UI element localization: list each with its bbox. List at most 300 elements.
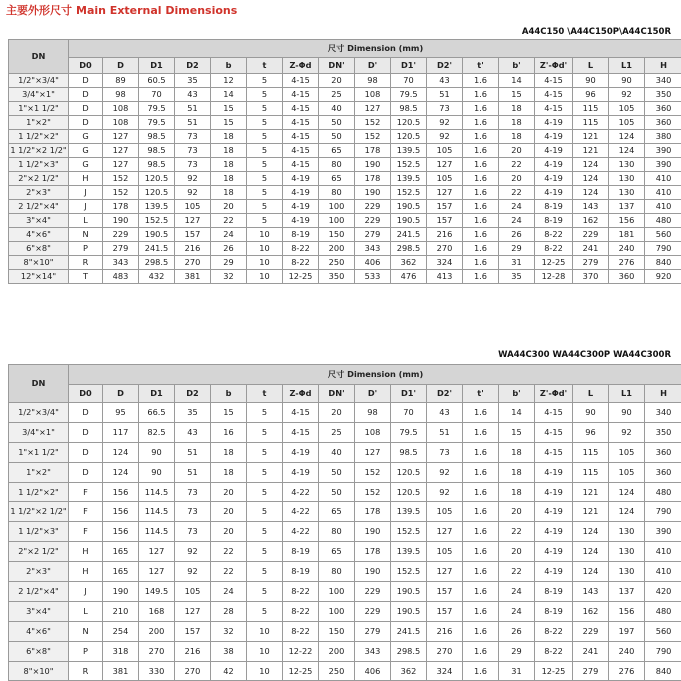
table-cell: 480 <box>645 482 681 502</box>
table-cell: 22 <box>499 186 535 200</box>
table-cell: 120.5 <box>391 130 427 144</box>
table-cell: 79.5 <box>391 88 427 102</box>
table-cell: 73 <box>427 442 463 462</box>
table-cell: 90 <box>573 403 609 423</box>
table-cell: 70 <box>139 88 175 102</box>
table-cell: 156 <box>609 214 645 228</box>
table-cell: D <box>69 403 103 423</box>
dn-cell: 1 1/2"×2" <box>9 482 69 502</box>
table-cell: 92 <box>609 422 645 442</box>
table-cell: 100 <box>319 582 355 602</box>
table-cell: 38 <box>211 641 247 661</box>
table-cell: 381 <box>175 270 211 284</box>
table-cell: 79.5 <box>139 102 175 116</box>
dn-cell: 1 1/2"×2" <box>9 130 69 144</box>
table-cell: J <box>69 186 103 200</box>
table-cell: 152 <box>355 462 391 482</box>
table-cell: 410 <box>645 172 681 186</box>
table-cell: 127 <box>175 601 211 621</box>
table-cell: 410 <box>645 542 681 562</box>
table-cell: 4-15 <box>535 102 573 116</box>
table-cell: 43 <box>175 422 211 442</box>
table-row <box>9 601 681 621</box>
table-cell: 120.5 <box>139 186 175 200</box>
table-cell: 15 <box>211 102 247 116</box>
table-cell: 340 <box>645 403 681 423</box>
table-cell: 105 <box>427 502 463 522</box>
table-cell: 24 <box>499 214 535 228</box>
table-cell: 14 <box>499 403 535 423</box>
column-header: D1' <box>391 385 427 403</box>
table-cell: 241.5 <box>139 242 175 256</box>
table-cell: 4-22 <box>283 522 319 542</box>
table-cell: H <box>69 542 103 562</box>
dn-cell: 3/4"×1" <box>9 422 69 442</box>
page-title-cn: 主要外形尺寸 <box>6 4 72 17</box>
dn-cell: 6"×8" <box>9 242 69 256</box>
table-cell: 4-19 <box>535 562 573 582</box>
table-cell: 157 <box>175 228 211 242</box>
table-cell: 178 <box>355 542 391 562</box>
table-cell: 190 <box>355 562 391 582</box>
table-cell: 350 <box>645 88 681 102</box>
table-cell: 4-15 <box>283 102 319 116</box>
table-cell: 162 <box>573 601 609 621</box>
table-row <box>9 422 681 442</box>
table-cell: 5 <box>247 130 283 144</box>
dn-cell: 1 1/2"×3" <box>9 522 69 542</box>
table-cell: 100 <box>319 200 355 214</box>
table-cell: 127 <box>355 442 391 462</box>
column-header: b <box>211 58 247 74</box>
dn-cell: 12"×14" <box>9 270 69 284</box>
table-cell: 920 <box>645 270 681 284</box>
table-cell: 92 <box>427 462 463 482</box>
table-row <box>9 130 681 144</box>
table-cell: 120.5 <box>391 462 427 482</box>
table-cell: 26 <box>499 621 535 641</box>
table-cell: 31 <box>499 256 535 270</box>
table-cell: F <box>69 502 103 522</box>
table-cell: 20 <box>211 502 247 522</box>
table-cell: 24 <box>211 228 247 242</box>
dn-cell: 2"×2 1/2" <box>9 542 69 562</box>
table-cell: 137 <box>609 582 645 602</box>
table-cell: 31 <box>499 661 535 681</box>
table-cell: 4-19 <box>535 482 573 502</box>
table-cell: 73 <box>427 102 463 116</box>
table-cell: 229 <box>573 228 609 242</box>
table-cell: 152 <box>103 172 139 186</box>
table-cell: 90 <box>139 462 175 482</box>
table-cell: 210 <box>103 601 139 621</box>
column-header: L <box>573 58 609 74</box>
table-cell: 24 <box>211 582 247 602</box>
table-cell: 124 <box>573 562 609 582</box>
table-cell: 29 <box>499 242 535 256</box>
table-cell: 229 <box>103 228 139 242</box>
table-cell: 18 <box>499 442 535 462</box>
table-cell: 82.5 <box>139 422 175 442</box>
table-cell: 92 <box>427 116 463 130</box>
table-cell: 10 <box>247 641 283 661</box>
table-cell: 121 <box>573 130 609 144</box>
table-cell: 190.5 <box>391 200 427 214</box>
table-cell: 108 <box>103 116 139 130</box>
table-cell: 1.6 <box>463 88 499 102</box>
table-cell: 73 <box>175 130 211 144</box>
table-cell: 200 <box>319 641 355 661</box>
table-cell: N <box>69 228 103 242</box>
dn-cell: 1"×2" <box>9 116 69 130</box>
table-cell: 127 <box>139 542 175 562</box>
table-cell: 124 <box>573 158 609 172</box>
table-cell: 4-19 <box>283 462 319 482</box>
table-cell: 98 <box>103 88 139 102</box>
table-cell: 298.5 <box>139 256 175 270</box>
table-cell: 8-19 <box>283 542 319 562</box>
table-cell: 5 <box>247 144 283 158</box>
table-cell: 8-22 <box>283 242 319 256</box>
table-cell: 162 <box>573 214 609 228</box>
column-header: Z'-Φd' <box>535 385 573 403</box>
table-cell: 5 <box>247 74 283 88</box>
table-cell: 32 <box>211 621 247 641</box>
table-cell: 1.6 <box>463 661 499 681</box>
table-cell: 480 <box>645 601 681 621</box>
column-header: t' <box>463 58 499 74</box>
table-cell: 360 <box>645 102 681 116</box>
table-cell: G <box>69 130 103 144</box>
table-cell: 156 <box>103 482 139 502</box>
table-cell: 124 <box>573 542 609 562</box>
table-row <box>9 661 681 681</box>
table-cell: 190 <box>355 522 391 542</box>
table-cell: 24 <box>499 200 535 214</box>
table-cell: 105 <box>175 200 211 214</box>
table-cell: 10 <box>247 621 283 641</box>
table-cell: 105 <box>427 144 463 158</box>
table-cell: 840 <box>645 256 681 270</box>
table-cell: 5 <box>247 116 283 130</box>
table-cell: 50 <box>319 482 355 502</box>
table-cell: 4-19 <box>535 130 573 144</box>
table-cell: 5 <box>247 102 283 116</box>
table-cell: 279 <box>573 256 609 270</box>
table-cell: 139.5 <box>391 144 427 158</box>
table-cell: 4-15 <box>283 422 319 442</box>
column-header: Z'-Φd' <box>535 58 573 74</box>
table-cell: 406 <box>355 256 391 270</box>
page-title <box>6 2 237 18</box>
table-cell: 51 <box>175 442 211 462</box>
table-cell: 254 <box>103 621 139 641</box>
table-cell: 350 <box>319 270 355 284</box>
column-header: DN' <box>319 385 355 403</box>
table-cell: 1.6 <box>463 502 499 522</box>
table-cell: 10 <box>247 661 283 681</box>
table-cell: 5 <box>247 601 283 621</box>
table-cell: 20 <box>319 403 355 423</box>
table-cell: 410 <box>645 562 681 582</box>
table-cell: 35 <box>175 403 211 423</box>
table-cell: 250 <box>319 661 355 681</box>
table-cell: 4-19 <box>535 158 573 172</box>
table-cell: 12-25 <box>283 661 319 681</box>
table-cell: 32 <box>211 270 247 284</box>
table-cell: 90 <box>573 74 609 88</box>
table-cell: 115 <box>573 462 609 482</box>
table-cell: 5 <box>247 186 283 200</box>
table-cell: 105 <box>609 442 645 462</box>
table-cell: 127 <box>139 562 175 582</box>
table-cell: 1.6 <box>463 102 499 116</box>
table-cell: 22 <box>499 562 535 582</box>
table-cell: 15 <box>499 88 535 102</box>
table-cell: 1.6 <box>463 641 499 661</box>
table-cell: 130 <box>609 562 645 582</box>
table-cell: 410 <box>645 200 681 214</box>
table-cell: 43 <box>175 88 211 102</box>
table-cell: 1.6 <box>463 542 499 562</box>
table-cell: 216 <box>427 228 463 242</box>
table-cell: 12-25 <box>535 256 573 270</box>
table-cell: 178 <box>355 172 391 186</box>
table-cell: 216 <box>175 641 211 661</box>
table-cell: 130 <box>609 522 645 542</box>
column-header: D2' <box>427 58 463 74</box>
table-cell: 51 <box>175 116 211 130</box>
table-cell: 152 <box>355 116 391 130</box>
table-cell: 143 <box>573 200 609 214</box>
table-row <box>9 462 681 482</box>
table-cell: 18 <box>499 482 535 502</box>
table-row <box>9 242 681 256</box>
table-cell: 10 <box>247 256 283 270</box>
table-cell: 10 <box>247 228 283 242</box>
table-cell: 4-15 <box>535 74 573 88</box>
table-cell: 270 <box>175 256 211 270</box>
table-cell: 25 <box>319 88 355 102</box>
table-cell: 157 <box>175 621 211 641</box>
table-cell: 14 <box>211 88 247 102</box>
table-row <box>9 270 681 284</box>
table-cell: 152.5 <box>391 522 427 542</box>
table-cell: 156 <box>103 522 139 542</box>
table-cell: 92 <box>427 482 463 502</box>
table-cell: 4-19 <box>535 542 573 562</box>
table-cell: 1.6 <box>463 562 499 582</box>
column-header: D0 <box>69 58 103 74</box>
table-cell: 241.5 <box>391 621 427 641</box>
table-cell: 279 <box>573 661 609 681</box>
table-cell: 105 <box>427 172 463 186</box>
table-cell: 114.5 <box>139 522 175 542</box>
table-cell: 229 <box>355 200 391 214</box>
table-cell: 4-22 <box>283 502 319 522</box>
table-cell: 5 <box>247 442 283 462</box>
table-cell: 98.5 <box>391 102 427 116</box>
table-cell: 20 <box>319 74 355 88</box>
table-cell: 124 <box>103 462 139 482</box>
column-header: D' <box>355 58 391 74</box>
table-cell: 8-19 <box>535 601 573 621</box>
dimension-table-300 <box>8 364 681 681</box>
table-row <box>9 158 681 172</box>
table-cell: 15 <box>211 116 247 130</box>
table-cell: 168 <box>139 601 175 621</box>
table-cell: 178 <box>103 200 139 214</box>
table-row <box>9 442 681 462</box>
dn-cell: 6"×8" <box>9 641 69 661</box>
table-cell: 4-19 <box>283 172 319 186</box>
table-row <box>9 102 681 116</box>
table-cell: 92 <box>175 542 211 562</box>
dn-cell: 3"×4" <box>9 601 69 621</box>
table-cell: 89 <box>103 74 139 88</box>
column-header: Z-Φd <box>283 385 319 403</box>
table-cell: 5 <box>247 422 283 442</box>
table-cell: 79.5 <box>139 116 175 130</box>
table-cell: 50 <box>319 130 355 144</box>
table-cell: 73 <box>175 144 211 158</box>
table-cell: 4-15 <box>535 88 573 102</box>
table-cell: 98 <box>355 74 391 88</box>
table-cell: 120.5 <box>139 172 175 186</box>
table-cell: 24 <box>499 601 535 621</box>
table-cell: 4-19 <box>535 502 573 522</box>
table-cell: 18 <box>211 130 247 144</box>
table-row <box>9 74 681 88</box>
table-cell: 124 <box>573 186 609 200</box>
table-cell: 1.6 <box>463 422 499 442</box>
table-cell: 4-19 <box>283 200 319 214</box>
table-cell: 1.6 <box>463 214 499 228</box>
column-header: L1 <box>609 58 645 74</box>
table-cell: 8-22 <box>535 242 573 256</box>
table-cell: 120.5 <box>391 116 427 130</box>
table-cell: 181 <box>609 228 645 242</box>
table-cell: 12-22 <box>283 641 319 661</box>
dn-cell: 2"×3" <box>9 562 69 582</box>
table-cell: 1.6 <box>463 621 499 641</box>
table-cell: 51 <box>427 422 463 442</box>
table-cell: 480 <box>645 214 681 228</box>
table-cell: 12-25 <box>283 270 319 284</box>
table-cell: 4-19 <box>535 186 573 200</box>
table-cell: 5 <box>247 200 283 214</box>
table-cell: 390 <box>645 158 681 172</box>
table-cell: 4-15 <box>283 116 319 130</box>
table-cell: D <box>69 422 103 442</box>
table-cell: 8-22 <box>283 582 319 602</box>
table-cell: 117 <box>103 422 139 442</box>
table-cell: 65 <box>319 542 355 562</box>
table-cell: 35 <box>499 270 535 284</box>
table-row <box>9 214 681 228</box>
table-cell: 24 <box>499 582 535 602</box>
column-header-row <box>9 58 681 74</box>
table-cell: 8-22 <box>283 256 319 270</box>
table-cell: 98.5 <box>391 442 427 462</box>
column-header: D2 <box>175 58 211 74</box>
table-cell: 124 <box>103 442 139 462</box>
table-cell: 5 <box>247 158 283 172</box>
table-cell: 4-19 <box>535 462 573 482</box>
table-cell: 92 <box>175 562 211 582</box>
table-cell: 476 <box>391 270 427 284</box>
table-cell: 4-19 <box>535 172 573 186</box>
table-cell: 105 <box>427 542 463 562</box>
table-cell: 95 <box>103 403 139 423</box>
table-cell: 157 <box>427 214 463 228</box>
table-row <box>9 256 681 270</box>
table-cell: 200 <box>139 621 175 641</box>
table-cell: 8-19 <box>535 200 573 214</box>
table-cell: 120.5 <box>391 482 427 502</box>
table-cell: 22 <box>211 542 247 562</box>
table-cell: 4-19 <box>283 186 319 200</box>
table-cell: 79.5 <box>391 422 427 442</box>
table-cell: 216 <box>175 242 211 256</box>
table-cell: 4-19 <box>283 214 319 228</box>
table-cell: 80 <box>319 186 355 200</box>
table-cell: 60.5 <box>139 74 175 88</box>
table-cell: 229 <box>355 582 391 602</box>
table-cell: 115 <box>573 116 609 130</box>
table-cell: 298.5 <box>391 641 427 661</box>
table-cell: 4-22 <box>283 482 319 502</box>
table-cell: 298.5 <box>391 242 427 256</box>
table-cell: 8-22 <box>283 621 319 641</box>
dn-cell: 1"×2" <box>9 462 69 482</box>
table-cell: 381 <box>103 661 139 681</box>
table-row <box>9 403 681 423</box>
table-cell: 26 <box>211 242 247 256</box>
table-cell: D <box>69 442 103 462</box>
table-cell: D <box>69 102 103 116</box>
table-cell: 390 <box>645 144 681 158</box>
table-cell: 92 <box>175 172 211 186</box>
table-row <box>9 144 681 158</box>
table-cell: 124 <box>573 172 609 186</box>
table-cell: 390 <box>645 522 681 542</box>
table-cell: 1.6 <box>463 242 499 256</box>
table-cell: 10 <box>247 242 283 256</box>
table-cell: 22 <box>499 158 535 172</box>
table-cell: 150 <box>319 228 355 242</box>
table-cell: 324 <box>427 256 463 270</box>
table-cell: 4-19 <box>283 442 319 462</box>
column-header: L1 <box>609 385 645 403</box>
table-row <box>9 116 681 130</box>
table-cell: 51 <box>175 462 211 482</box>
column-header: b <box>211 385 247 403</box>
table-cell: 4-15 <box>535 422 573 442</box>
table-cell: 190 <box>103 214 139 228</box>
table-cell: 149.5 <box>139 582 175 602</box>
table-cell: 12-25 <box>535 661 573 681</box>
dimension-header: 尺寸 Dimension (mm) <box>69 40 681 58</box>
table-cell: 124 <box>573 522 609 542</box>
table-cell: 5 <box>247 214 283 228</box>
table-cell: 370 <box>573 270 609 284</box>
table-cell: 127 <box>103 158 139 172</box>
table-cell: 560 <box>645 621 681 641</box>
table-cell: 108 <box>355 88 391 102</box>
table-cell: 108 <box>355 422 391 442</box>
dn-cell: 1 1/2"×3" <box>9 158 69 172</box>
